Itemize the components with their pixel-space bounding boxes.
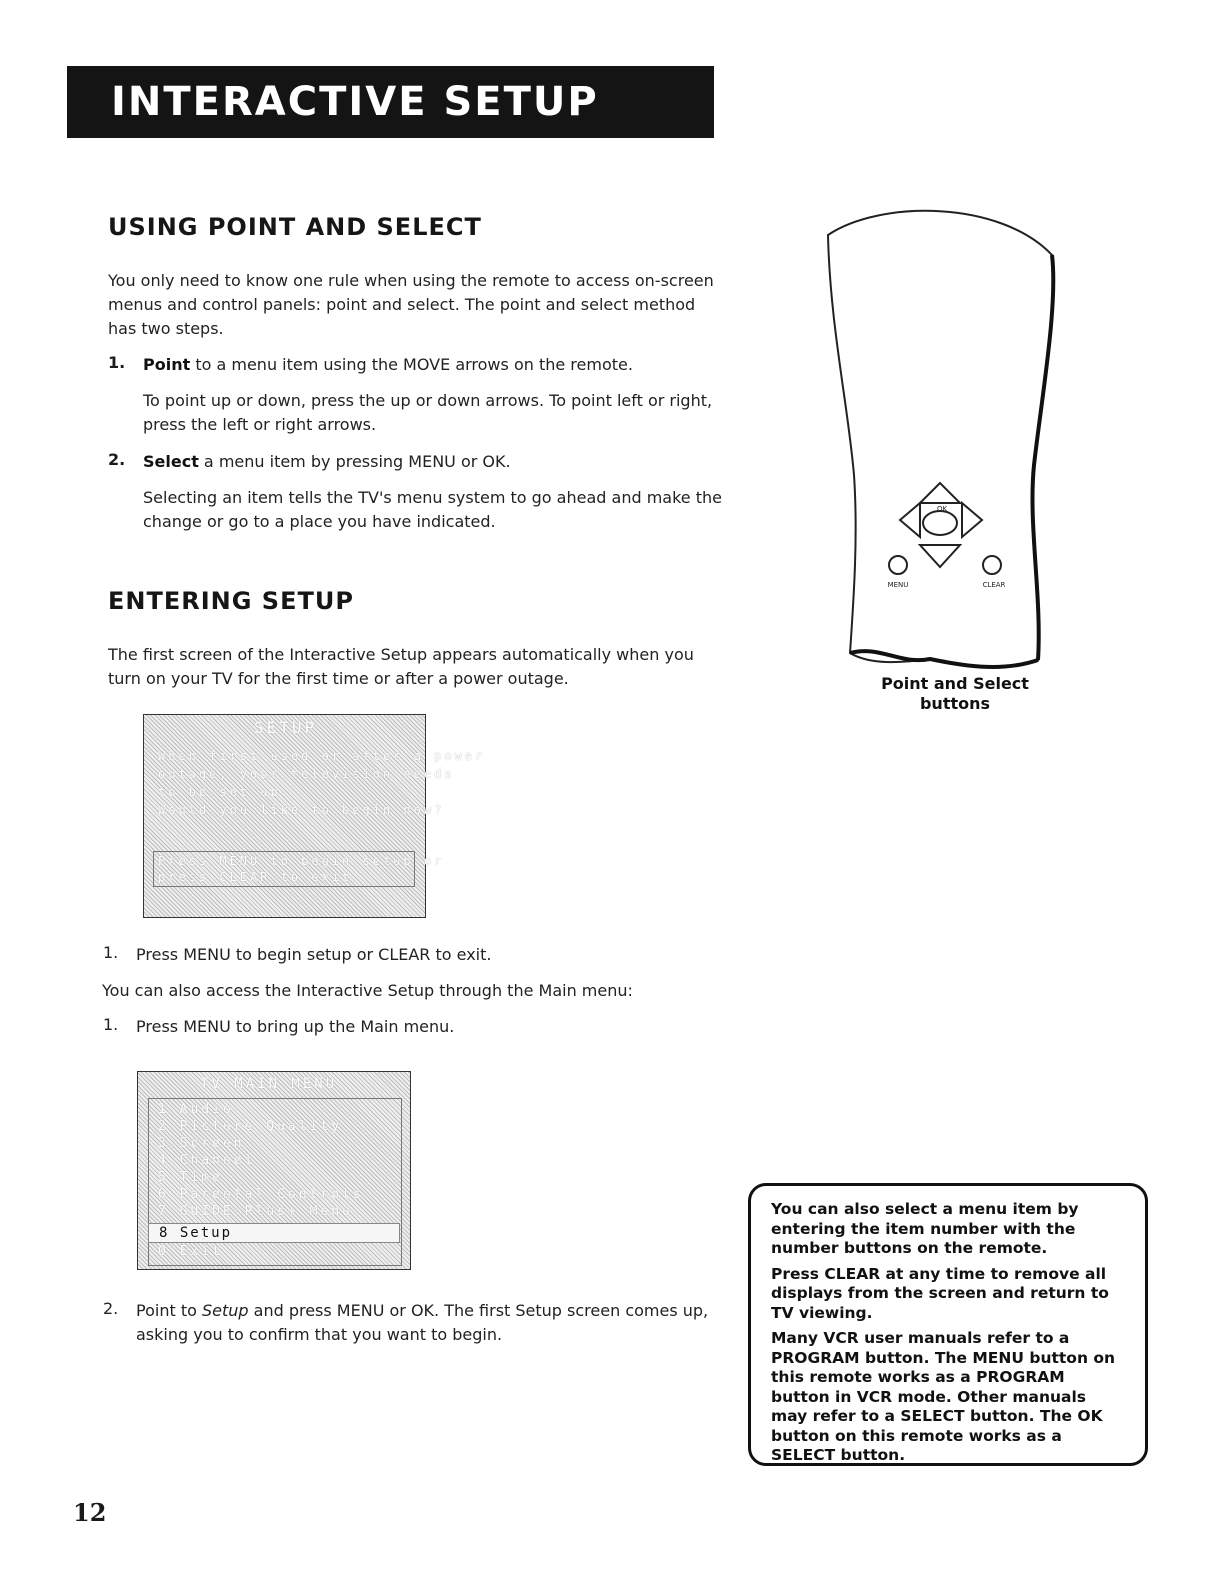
menu-label: MENU — [887, 581, 909, 589]
step-number: 1. — [103, 1015, 119, 1034]
menu-item: 4 Channel — [158, 1153, 256, 1168]
menu-button-icon — [889, 556, 907, 574]
step-bold-word: Point — [143, 355, 191, 374]
step-text: Point to — [136, 1301, 202, 1320]
menu-item: 2 Picture Quality — [158, 1119, 343, 1134]
section-intro-point-select: You only need to know one rule when using the remote to access on-screen menus and control panels: point and select. The point and select method has two steps. — [108, 271, 714, 338]
page-number: 12 — [73, 1498, 107, 1527]
step-point — [143, 353, 723, 377]
menu-item: 0 Exit — [158, 1244, 223, 1259]
screen-text-line: to be set up. — [158, 785, 291, 799]
menu-item: 5 Time — [158, 1170, 223, 1185]
screen-text-line: When first used or after a power — [158, 749, 486, 763]
step-text: to a menu item using the MOVE arrows on the remote. — [190, 355, 633, 374]
remote-body — [828, 211, 1053, 667]
step-press-menu-begin: Press MENU to begin setup or CLEAR to exit. — [136, 945, 492, 964]
step-point-detail: To point up or down, press the up or down arrows. To point left or right, press the left or right arrows. — [143, 391, 713, 434]
step-point-setup — [136, 1299, 716, 1347]
screen-prompt-line: press CLEAR to exit. — [158, 870, 363, 884]
step-number: 1. — [103, 943, 119, 962]
step-select — [143, 450, 723, 474]
menu-item: 1 Audio — [158, 1102, 234, 1117]
note-paragraph: You can also select a menu item by entering the item number with the number buttons on the remote. — [771, 1200, 1079, 1257]
menu-item: 3 Screen — [158, 1136, 245, 1151]
step-number: 1. — [108, 353, 126, 372]
section-intro-entering-setup: The first screen of the Interactive Setup appears automatically when you turn on your TV for the first time or after a power outage. — [108, 645, 694, 688]
tip-note-box — [748, 1183, 1148, 1466]
ok-label: OK — [936, 505, 948, 513]
remote-control-illustration — [820, 195, 1060, 675]
step-press-menu-main: Press MENU to bring up the Main menu. — [136, 1017, 455, 1036]
menu-item-selected: 8 Setup — [148, 1223, 400, 1243]
setup-screen-image — [143, 714, 486, 918]
menu-item: 7 GUIDE Plus+ Menu — [158, 1204, 353, 1219]
step-italic-word: Setup — [201, 1301, 249, 1320]
step-number: 2. — [103, 1299, 119, 1318]
screen-title: TV MAIN MENU — [200, 1076, 338, 1092]
note-paragraph: Many VCR user manuals refer to a PROGRAM button. The MENU button on this remote works as a PROGRAM button in VCR mode. Other manuals may refer to a SELECT button. The OK button on this remote works as a SELECT button. — [771, 1329, 1116, 1464]
screen-text-line: outage, your television needs — [158, 767, 455, 781]
screen-text-line: Would you like to begin now? — [158, 803, 445, 817]
ok-button-icon — [923, 511, 957, 535]
note-paragraph: Press CLEAR at any time to remove all displays from the screen and return to TV viewing. — [771, 1264, 1109, 1322]
screen-title: SETUP — [254, 718, 318, 737]
step-text: a menu item by pressing MENU or OK. — [198, 452, 511, 471]
section-heading-entering-setup: ENTERING SETUP — [108, 587, 354, 615]
screen-prompt-line: Press MENU to begin setup or — [158, 854, 445, 868]
step-text: and press MENU or OK. The first Setup screen comes up, asking you to confirm that you want to begin. — [136, 1301, 709, 1344]
main-menu-screen-image — [137, 1071, 411, 1270]
step-number: 2. — [108, 450, 126, 469]
clear-button-icon — [983, 556, 1001, 574]
clear-label: CLEAR — [982, 581, 1006, 589]
remote-caption-line1: Point and Select — [881, 674, 1029, 693]
menu-item: 6 Parental Controls — [158, 1187, 364, 1202]
step-select-detail: Selecting an item tells the TV's menu system to go ahead and make the change or go to a place you have indicated. — [143, 488, 722, 531]
remote-caption-line2: buttons — [919, 694, 991, 713]
step-bold-word: Select — [143, 452, 199, 471]
section-heading-point-select: USING POINT AND SELECT — [108, 213, 482, 241]
also-access-text: You can also access the Interactive Setup through the Main menu: — [102, 981, 633, 1000]
page-banner: INTERACTIVE SETUP — [67, 66, 714, 138]
